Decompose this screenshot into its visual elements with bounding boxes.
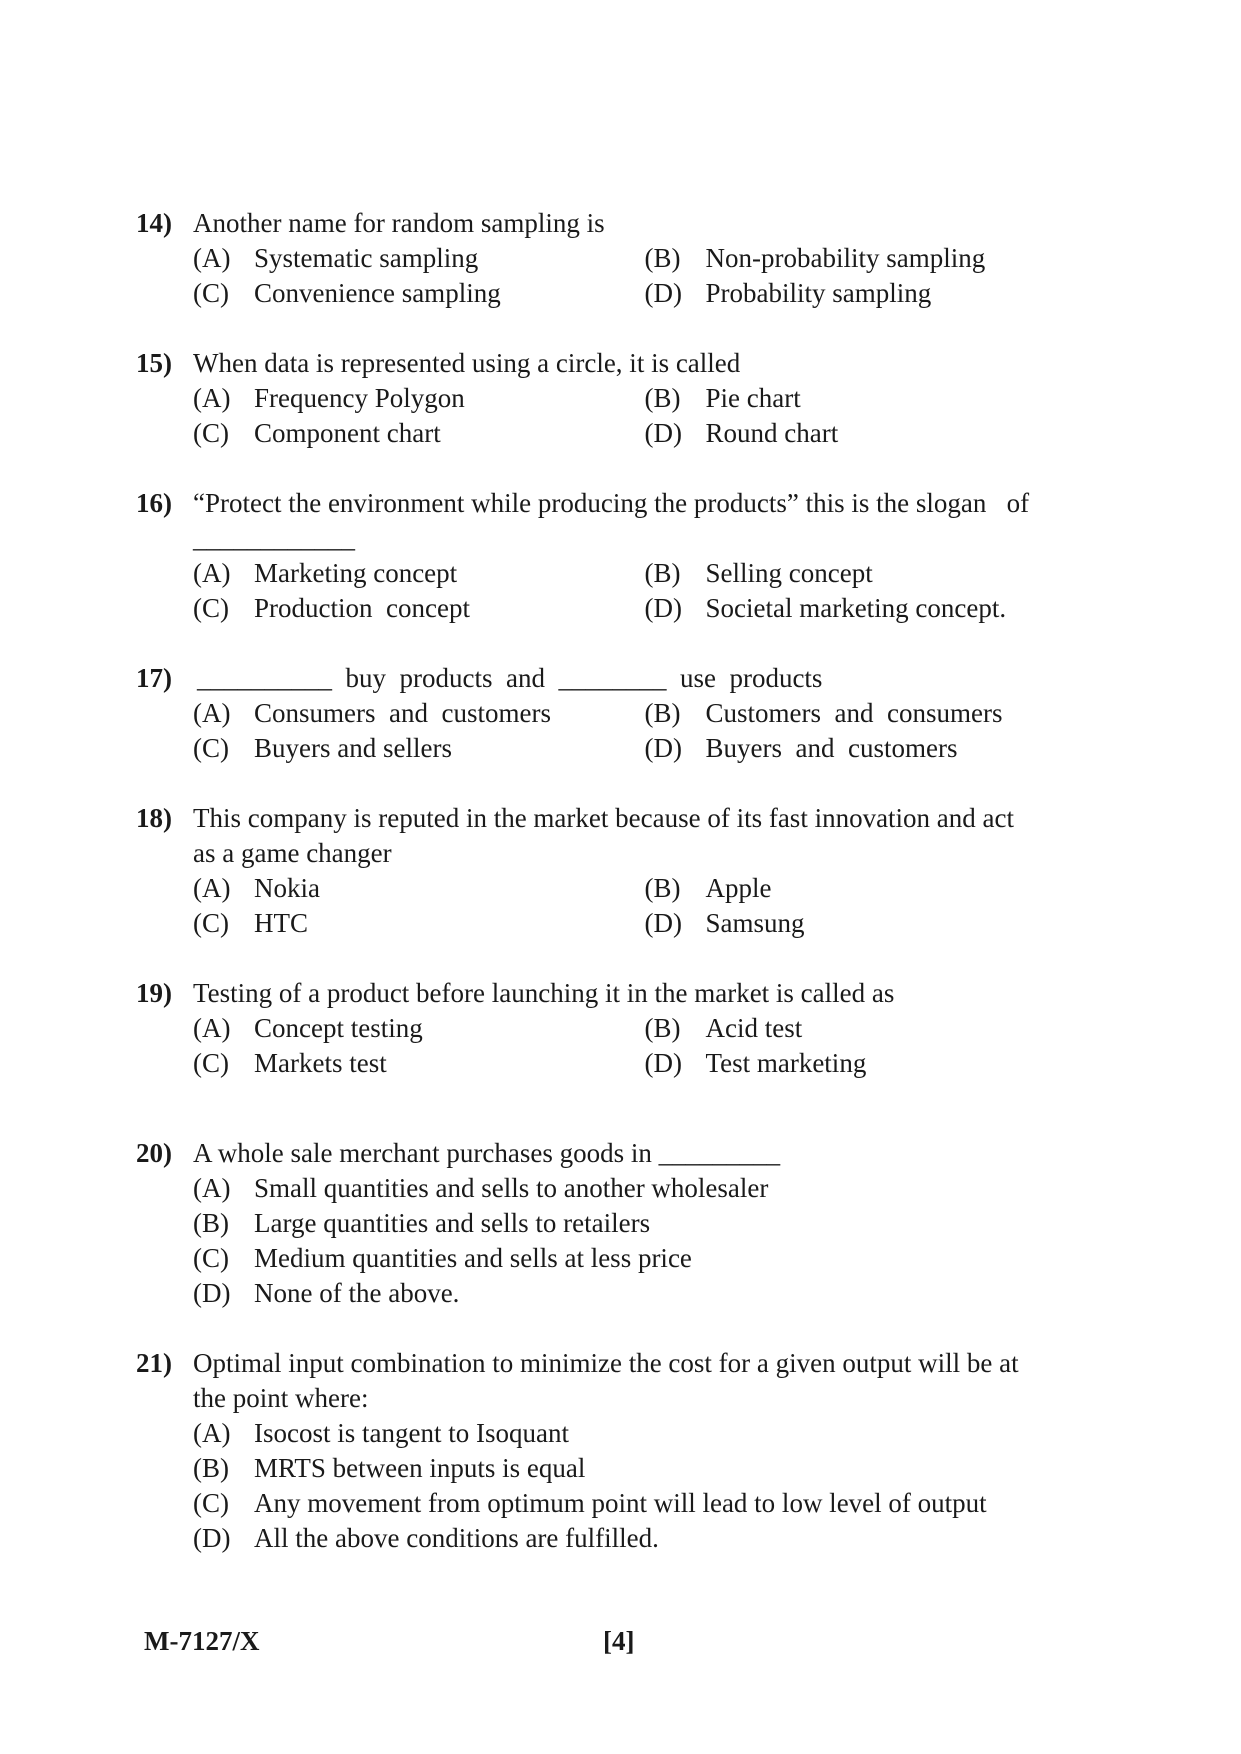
- question-17: [136, 661, 1096, 766]
- question-text-continued: the point where:: [193, 1383, 369, 1413]
- question-number: 20): [136, 1138, 172, 1168]
- option-a: (A) Isocost is tangent to Isoquant: [193, 1416, 1096, 1451]
- option-text: Non-probability sampling: [705, 243, 986, 273]
- option-b: (B) Customers and consumers: [645, 696, 1097, 731]
- question-number: 21): [136, 1348, 172, 1378]
- option-text: Component chart: [254, 418, 441, 448]
- option-a: (A) Marketing concept: [193, 556, 645, 591]
- option-text: Buyers and sellers: [254, 733, 452, 763]
- option-text: Nokia: [254, 873, 320, 903]
- option-d: (D) Test marketing: [645, 1046, 1097, 1081]
- question-number: 19): [136, 978, 172, 1008]
- question-number: 14): [136, 208, 172, 238]
- question-number: 16): [136, 488, 172, 518]
- option-text: Concept testing: [254, 1013, 423, 1043]
- option-text: Buyers and customers: [705, 733, 958, 763]
- option-text: Consumers and customers: [254, 698, 551, 728]
- option-a: (A) Nokia: [193, 871, 645, 906]
- option-text: Frequency Polygon: [254, 383, 465, 413]
- option-c: (C) Buyers and sellers: [193, 731, 645, 766]
- option-b: (B) Large quantities and sells to retailers: [193, 1206, 1096, 1241]
- option-text: All the above conditions are fulfilled.: [254, 1523, 659, 1553]
- question-21: [136, 1346, 1096, 1556]
- option-d: (D) None of the above.: [193, 1276, 1096, 1311]
- option-text: Large quantities and sells to retailers: [254, 1208, 651, 1238]
- option-text: Systematic sampling: [254, 243, 479, 273]
- question-16: [136, 486, 1096, 626]
- option-text: Production concept: [254, 593, 470, 623]
- question-text: Testing of a product before launching it in the market is called as: [193, 978, 895, 1008]
- option-c: (C) Any movement from optimum point will lead to low level of output: [193, 1486, 1096, 1521]
- question-text-continued: as a game changer: [193, 838, 392, 868]
- question-number: 18): [136, 803, 172, 833]
- option-d: (D) Samsung: [645, 906, 1097, 941]
- option-b: (B) Pie chart: [645, 381, 1097, 416]
- option-c: (C) Medium quantities and sells at less price: [193, 1241, 1096, 1276]
- option-text: Round chart: [705, 418, 839, 448]
- option-text: Apple: [705, 873, 772, 903]
- option-text: Pie chart: [705, 383, 801, 413]
- question-text: This company is reputed in the market because of its fast innovation and act: [193, 803, 1015, 833]
- question-19: [136, 976, 1096, 1081]
- option-c: (C) Convenience sampling: [193, 276, 645, 311]
- option-c: (C) HTC: [193, 906, 645, 941]
- option-text: Selling concept: [705, 558, 873, 588]
- option-a: (A) Systematic sampling: [193, 241, 645, 276]
- question-text: A whole sale merchant purchases goods in _________: [193, 1138, 781, 1168]
- question-text: __________ buy products and ________ use products: [197, 663, 823, 693]
- option-text: Markets test: [254, 1048, 387, 1078]
- option-b: (B) Non-probability sampling: [645, 241, 1097, 276]
- option-b: (B) MRTS between inputs is equal: [193, 1451, 1096, 1486]
- option-text: Small quantities and sells to another wholesaler: [254, 1173, 769, 1203]
- option-text: Convenience sampling: [254, 278, 501, 308]
- page-number: [4]: [603, 1626, 635, 1656]
- question-14: [136, 206, 1096, 311]
- question-15: [136, 346, 1096, 451]
- option-text: MRTS between inputs is equal: [254, 1453, 586, 1483]
- option-a: (A) Small quantities and sells to another wholesaler: [193, 1171, 1096, 1206]
- option-b: (B) Apple: [645, 871, 1097, 906]
- option-text: HTC: [254, 908, 308, 938]
- question-text: When data is represented using a circle, it is called: [193, 348, 741, 378]
- option-d: (D) Societal marketing concept.: [645, 591, 1097, 626]
- option-text: Acid test: [705, 1013, 803, 1043]
- option-c: (C) Markets test: [193, 1046, 645, 1081]
- option-text: Marketing concept: [254, 558, 458, 588]
- option-a: (A) Concept testing: [193, 1011, 645, 1046]
- option-d: (D) All the above conditions are fulfilled.: [193, 1521, 1096, 1556]
- option-text: Samsung: [705, 908, 805, 938]
- option-a: (A) Consumers and customers: [193, 696, 645, 731]
- option-text: Any movement from optimum point will lead to low level of output: [254, 1488, 987, 1518]
- option-b: (B) Selling concept: [645, 556, 1097, 591]
- option-text: Isocost is tangent to Isoquant: [254, 1418, 569, 1448]
- option-text: Medium quantities and sells at less price: [254, 1243, 692, 1273]
- option-d: (D) Round chart: [645, 416, 1097, 451]
- option-text: None of the above.: [254, 1278, 460, 1308]
- question-number: 15): [136, 348, 172, 378]
- question-18: [136, 801, 1096, 941]
- question-text: “Protect the environment while producing the products” this is the slogan of: [193, 488, 1030, 518]
- option-text: Societal marketing concept.: [705, 593, 1007, 623]
- question-number: 17): [136, 663, 172, 693]
- question-20: [136, 1136, 1096, 1311]
- answer-blank: ____________: [193, 523, 355, 553]
- option-text: Probability sampling: [705, 278, 932, 308]
- option-a: (A) Frequency Polygon: [193, 381, 645, 416]
- question-text: Another name for random sampling is: [193, 208, 605, 238]
- option-b: (B) Acid test: [645, 1011, 1097, 1046]
- question-text: Optimal input combination to minimize the cost for a given output will be at: [193, 1348, 1019, 1378]
- option-c: (C) Component chart: [193, 416, 645, 451]
- option-d: (D) Probability sampling: [645, 276, 1097, 311]
- option-text: Test marketing: [705, 1048, 867, 1078]
- paper-code: M-7127/X: [144, 1626, 260, 1656]
- option-text: Customers and consumers: [705, 698, 1003, 728]
- option-c: (C) Production concept: [193, 591, 645, 626]
- option-d: (D) Buyers and customers: [645, 731, 1097, 766]
